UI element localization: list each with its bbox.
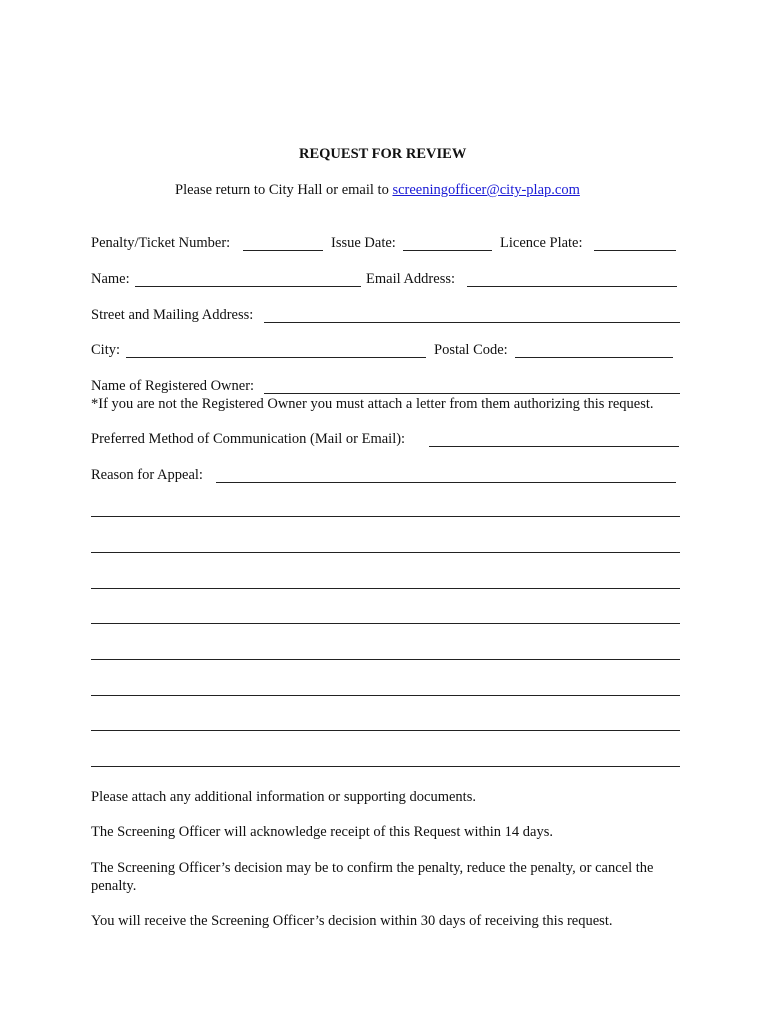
registered-owner-label: Name of Registered Owner: bbox=[91, 378, 255, 394]
street-address-field[interactable] bbox=[264, 307, 680, 323]
reason-line[interactable] bbox=[91, 730, 680, 731]
name-label: Name: bbox=[91, 271, 130, 287]
email-link[interactable]: screeningofficer@city-plap.com bbox=[392, 182, 580, 198]
decision-note-line2: penalty. bbox=[91, 878, 137, 894]
email-address-field[interactable] bbox=[467, 271, 677, 287]
licence-plate-field[interactable] bbox=[594, 235, 676, 251]
reason-line[interactable] bbox=[91, 516, 680, 517]
page-title: REQUEST FOR REVIEW bbox=[299, 146, 467, 162]
reason-label: Reason for Appeal: bbox=[91, 467, 203, 483]
receive-note: You will receive the Screening Officer’s decision within 30 days of receiving this request. bbox=[91, 913, 613, 929]
issue-date-field[interactable] bbox=[403, 235, 492, 251]
acknowledge-note: The Screening Officer will acknowledge receipt of this Request within 14 days. bbox=[91, 824, 553, 840]
postal-code-field[interactable] bbox=[515, 342, 673, 358]
licence-plate-label: Licence Plate: bbox=[500, 235, 583, 251]
reason-line[interactable] bbox=[91, 588, 680, 589]
return-instructions bbox=[175, 182, 580, 199]
decision-note-line1: The Screening Officer’s decision may be to confirm the penalty, reduce the penalty, or cancel the bbox=[91, 860, 654, 876]
attach-note: Please attach any additional information or supporting documents. bbox=[91, 789, 476, 805]
reason-field[interactable] bbox=[216, 467, 676, 483]
email-address-label: Email Address: bbox=[366, 271, 456, 287]
postal-code-label: Postal Code: bbox=[434, 342, 508, 358]
preferred-method-label: Preferred Method of Communication (Mail or Email): bbox=[91, 431, 406, 447]
return-instructions-text: Please return to City Hall or email to bbox=[175, 182, 393, 198]
name-field[interactable] bbox=[135, 271, 361, 287]
owner-note: *If you are not the Registered Owner you must attach a letter from them authorizing this request. bbox=[91, 396, 654, 412]
reason-line[interactable] bbox=[91, 766, 680, 767]
registered-owner-field[interactable] bbox=[264, 378, 680, 394]
ticket-number-field[interactable] bbox=[243, 235, 323, 251]
issue-date-label: Issue Date: bbox=[331, 235, 396, 251]
street-address-label: Street and Mailing Address: bbox=[91, 307, 254, 323]
reason-line[interactable] bbox=[91, 623, 680, 624]
city-field[interactable] bbox=[126, 342, 426, 358]
reason-line[interactable] bbox=[91, 552, 680, 553]
preferred-method-field[interactable] bbox=[429, 431, 679, 447]
ticket-number-label: Penalty/Ticket Number: bbox=[91, 235, 231, 251]
reason-line[interactable] bbox=[91, 659, 680, 660]
city-label: City: bbox=[91, 342, 121, 358]
reason-line[interactable] bbox=[91, 695, 680, 696]
